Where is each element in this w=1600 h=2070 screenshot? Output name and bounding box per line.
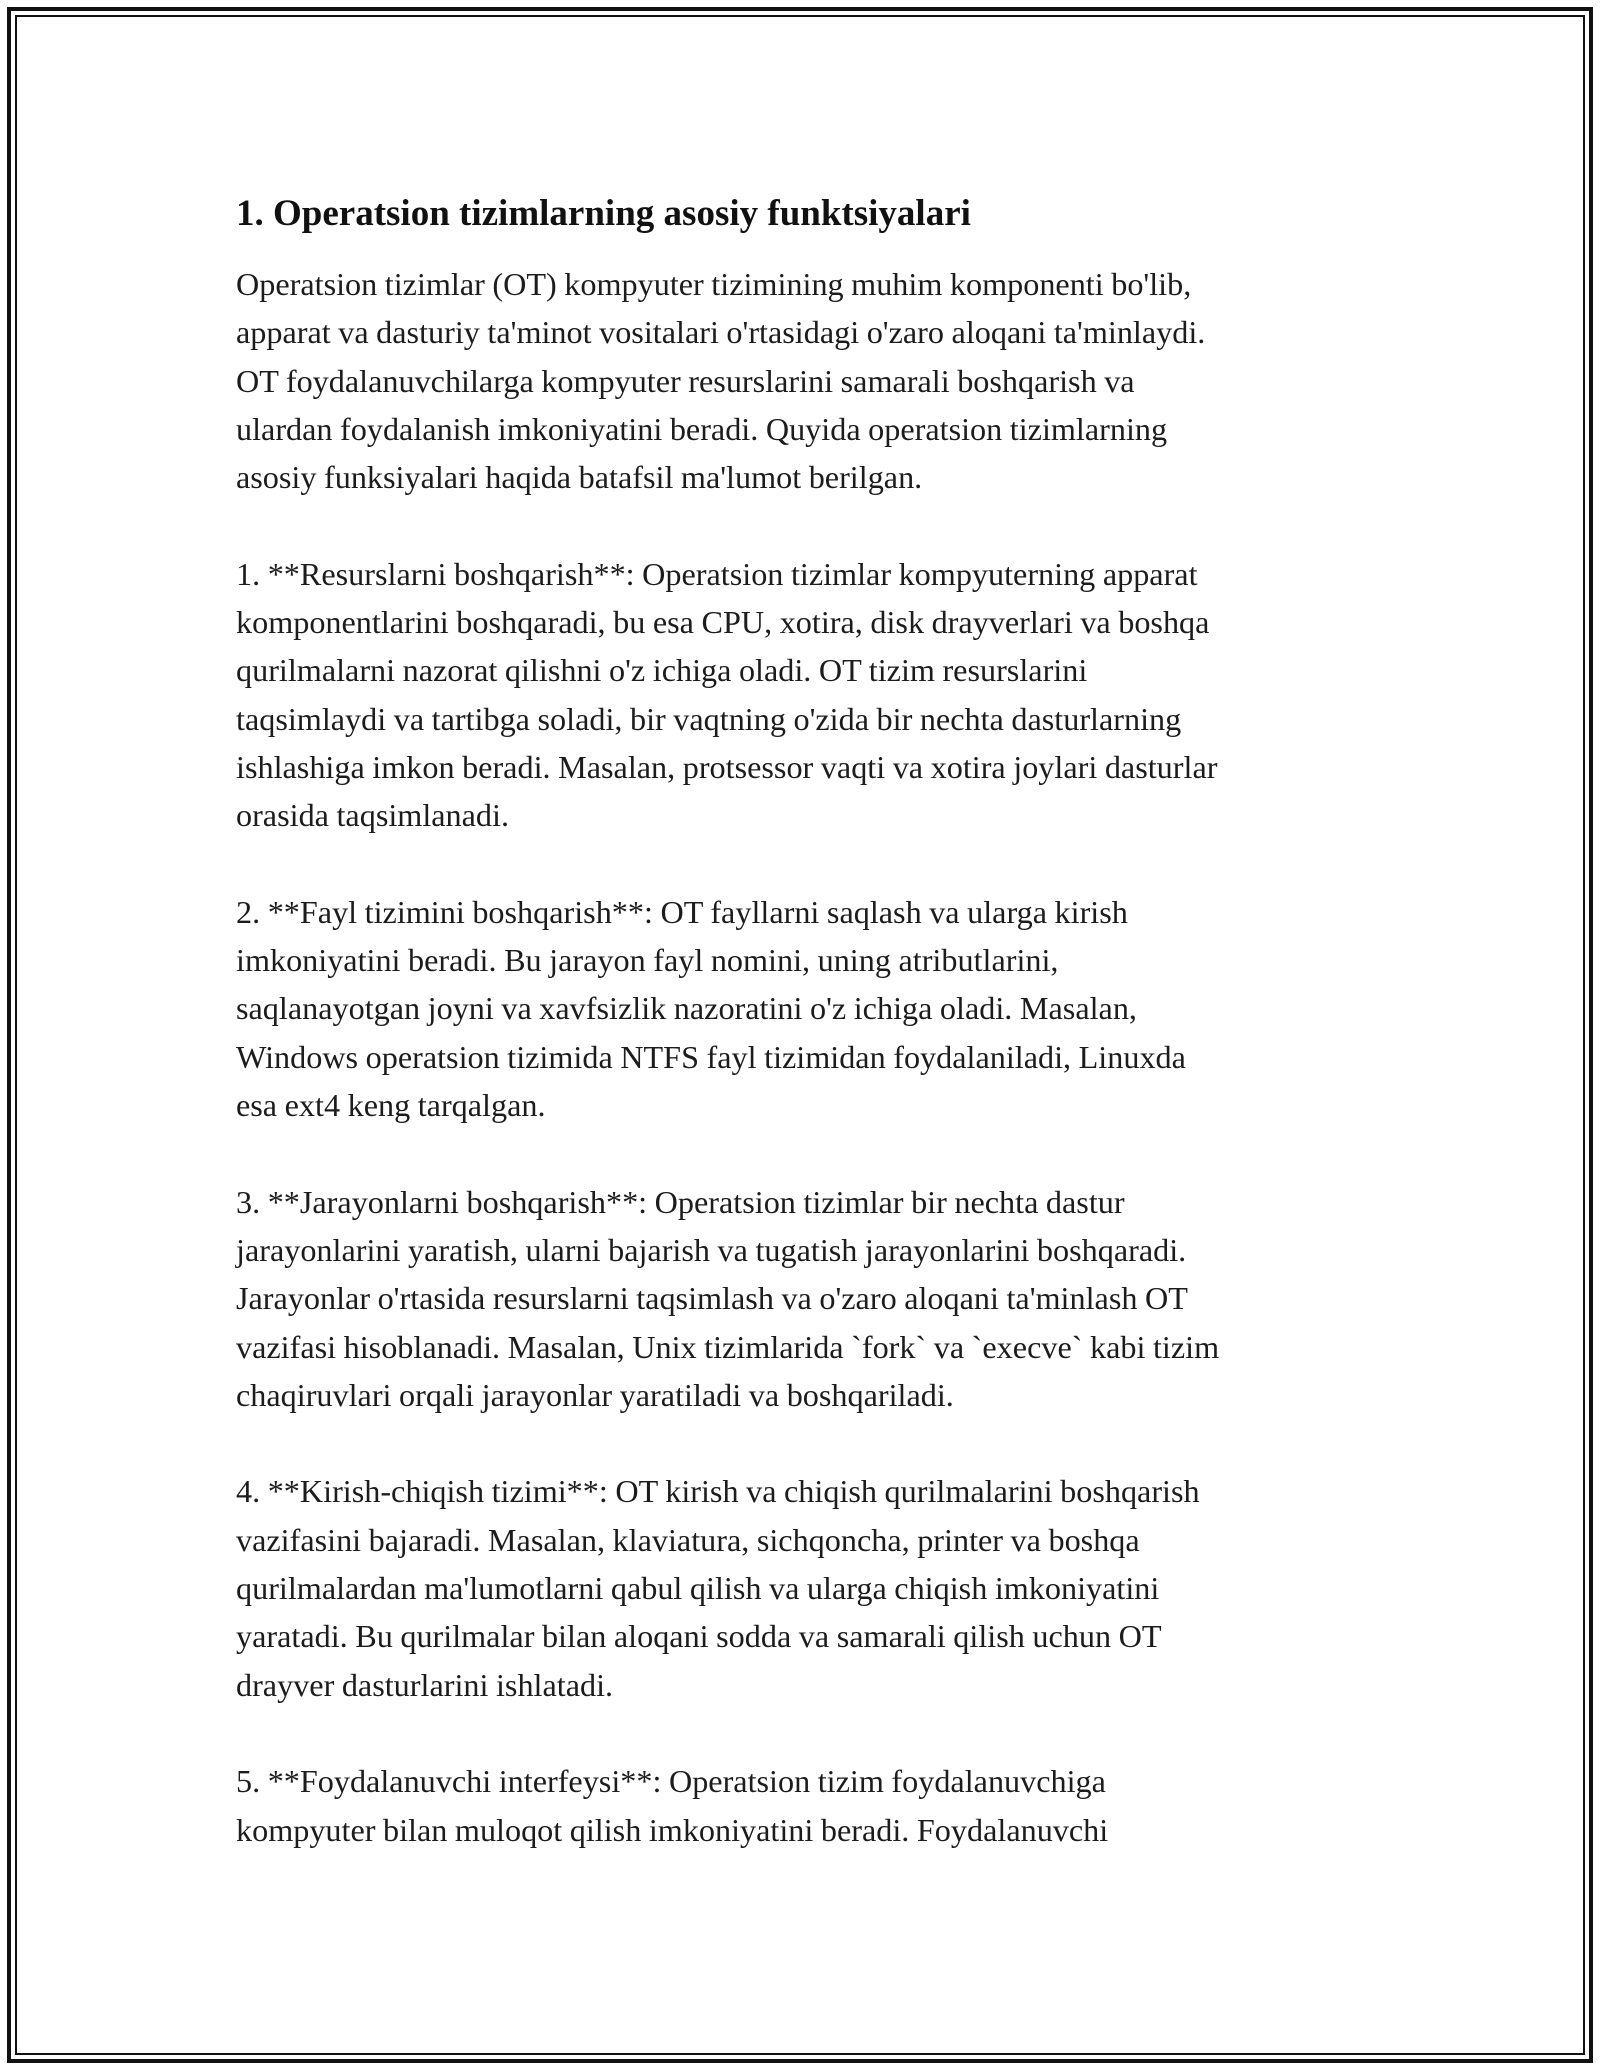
- text-line: qurilmalarni nazorat qilishni o'z ichiga oladi. OT tizim resurslarini: [236, 652, 1088, 689]
- paragraph-user-interface: [236, 1757, 1396, 1854]
- text-line: Operatsion tizimlar (OT) kompyuter tizimining muhim komponenti bo'lib,: [236, 266, 1192, 302]
- text-line: ishlashiga imkon beradi. Masalan, protsessor vaqti va xotira joylari dasturlar: [236, 748, 1218, 785]
- text-line: orasida taqsimlanadi.: [236, 797, 510, 834]
- text-line: yaratadi. Bu qurilmalar bilan aloqani sodda va samarali qilish uchun OT: [236, 1618, 1162, 1655]
- text-line: vazifasi hisoblanadi. Masalan, Unix tizimlarida `fork` va `execve` kabi tizim: [236, 1328, 1220, 1365]
- paragraph-io-system: [236, 1467, 1396, 1708]
- text-line: Windows operatsion tizimida NTFS fayl tizimidan foydalaniladi, Linuxda: [236, 1038, 1186, 1075]
- paragraph-resource-management: [236, 550, 1396, 840]
- text-line: vazifasini bajaradi. Masalan, klaviatura, sichqoncha, printer va boshqa: [236, 1521, 1140, 1558]
- text-line: saqlanayotgan joyni va xavfsizlik nazoratini o'z ichiga oladi. Masalan,: [236, 990, 1137, 1027]
- paragraph-intro: [236, 260, 1396, 501]
- document-heading: 1. Operatsion tizimlarning asosiy funktsiyalari: [236, 193, 971, 234]
- text-line: taqsimlaydi va tartibga soladi, bir vaqtning o'zida bir nechta dasturlarning: [236, 700, 1182, 737]
- text-line: OT foydalanuvchilarga kompyuter resurslarini samarali boshqarish va: [236, 362, 1135, 399]
- text-line: 2. **Fayl tizimini boshqarish**: OT fayllarni saqlash va ularga kirish: [236, 893, 1128, 930]
- text-line: apparat va dasturiy ta'minot vositalari o'rtasidagi o'zaro aloqani ta'minlaydi.: [236, 314, 1206, 351]
- text-line: 3. **Jarayonlarni boshqarish**: Operatsion tizimlar bir nechta dastur: [236, 1183, 1125, 1220]
- text-line: jarayonlarini yaratish, ularni bajarish va tugatish jarayonlarini boshqaradi.: [236, 1231, 1187, 1268]
- document-body: [236, 188, 1396, 1854]
- text-line: komponentlarini boshqaradi, bu esa CPU, xotira, disk drayverlari va boshqa: [236, 604, 1210, 641]
- text-line: esa ext4 keng tarqalgan.: [236, 1087, 546, 1124]
- text-line: 4. **Kirish-chiqish tizimi**: OT kirish va chiqish qurilmalarini boshqarish: [236, 1473, 1200, 1510]
- text-line: 1. **Resurslarni boshqarish**: Operatsion tizimlar kompyuterning apparat: [236, 555, 1198, 592]
- text-line: 5. **Foydalanuvchi interfeysi**: Operatsion tizim foydalanuvchiga: [236, 1763, 1106, 1800]
- paragraph-file-system: [236, 888, 1396, 1129]
- text-line: kompyuter bilan muloqot qilish imkoniyatini beradi. Foydalanuvchi: [236, 1811, 1109, 1848]
- text-line: asosiy funksiyalari haqida batafsil ma'lumot berilgan.: [236, 459, 923, 496]
- text-line: Jarayonlar o'rtasida resurslarni taqsimlash va o'zaro aloqani ta'minlash OT: [236, 1280, 1188, 1317]
- text-line: chaqiruvlari orqali jarayonlar yaratiladi va boshqariladi.: [236, 1376, 954, 1413]
- text-line: qurilmalardan ma'lumotlarni qabul qilish va ularga chiqish imkoniyatini: [236, 1570, 1160, 1607]
- text-line: drayver dasturlarini ishlatadi.: [236, 1666, 614, 1703]
- text-line: imkoniyatini beradi. Bu jarayon fayl nomini, uning atributlarini,: [236, 942, 1059, 979]
- paragraph-process-management: [236, 1178, 1396, 1419]
- text-line: ulardan foydalanish imkoniyatini beradi. Quyida operatsion tizimlarning: [236, 410, 1168, 447]
